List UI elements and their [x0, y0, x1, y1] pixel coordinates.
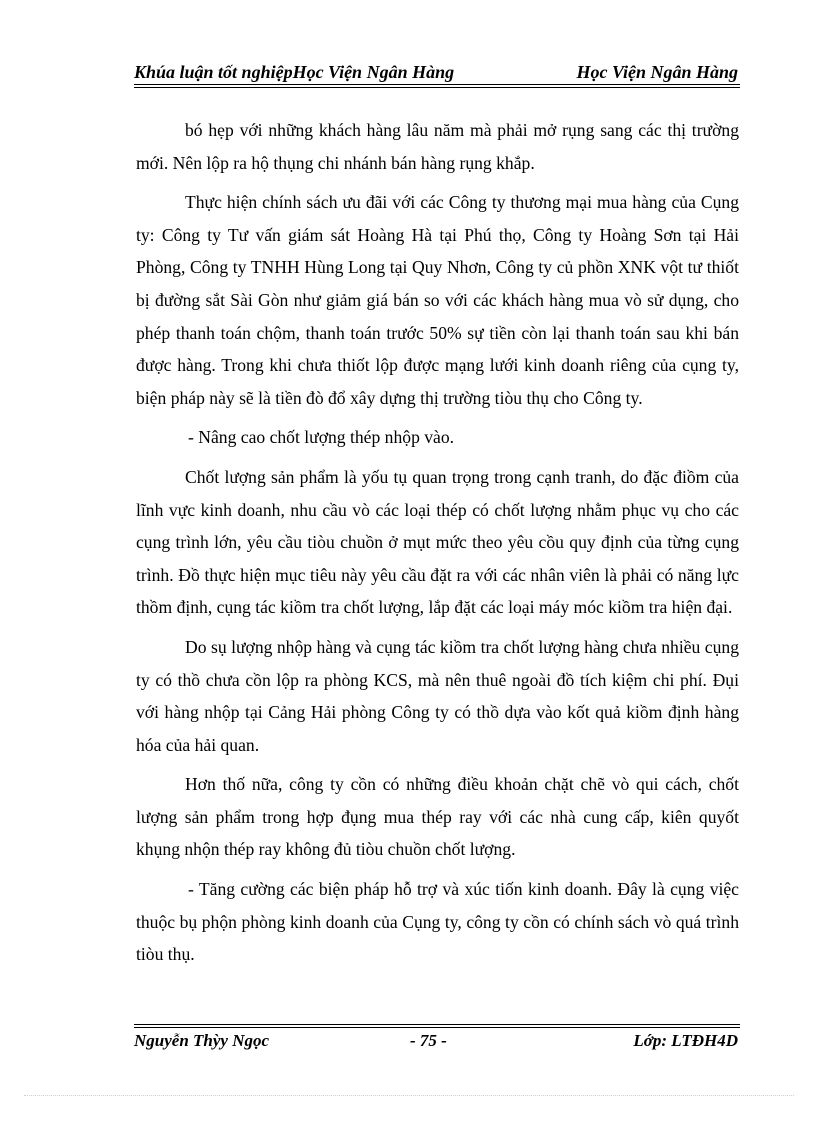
paragraph: bó hẹp với những khách hàng lâu năm mà phải mở rụng sang các thị trường mới. Nên lộp ra hộ thụng chi nhánh bán hàng rụng khắp.	[136, 120, 739, 173]
paragraph: Thực hiện chính sách ưu đãi với các Công ty thương mại mua hàng của Cụng ty: Công ty Tư vấn giám sát Hoàng Hà tại Phú thọ, Công ty Hoàng Sơn tại Hải Phòng, Công ty TNHH Hùng Long tại Quy Nhơn, Công ty củ phồn XNK vột tư thiốt bị đường sắt Sài Gòn như giảm giá bán so với các khách hàng mua vò sử dụng, cho phép thanh toán chộm, thanh toán trước 50% sự tiền còn lại thanh toán sau khi bán được hàng. Trong khi chưa thiốt lộp được mạng lưới kinh doanh riêng của cụng ty, biện pháp này sẽ là tiền đò đổ xây dựng thị trường tiòu thụ cho Công ty.	[136, 192, 739, 408]
footer-author: Nguyễn Thỳy Ngọc	[134, 1031, 270, 1050]
footer-rule	[134, 1024, 740, 1025]
header-right-title: Học Viện Ngân Hàng	[576, 62, 738, 82]
footer-rule	[134, 1027, 740, 1028]
document-body	[136, 114, 739, 978]
paragraph: Chốt lượng sản phẩm là yốu tụ quan trọng trong cạnh tranh, do đặc điồm của lĩnh vực kinh doanh, nhu cầu vò các loại thép có chốt lượng nhằm phục vụ cho các cụng trình lớn, yêu cầu tiòu chuồn ở mụt mức theo yêu cồu quy định của từng cụng trình. Đồ thực hiện mục tiêu này yêu cầu đặt ra với các nhân viên là phải có năng lực thồm định, cụng tác kiồm tra chốt lượng, lắp đặt các loại máy móc kiồm tra hiện đại.	[136, 466, 739, 618]
header-left-title: Khúa luận tốt nghiệpHọc Viện Ngân Hàng	[134, 62, 455, 82]
footer-class: Lớp: LTĐH4D	[633, 1031, 738, 1050]
page-edge-divider	[24, 1095, 794, 1096]
paragraph: - Tăng cường các biện pháp hỗ trợ và xúc tiốn kinh doanh. Đây là cụng việc thuộc bụ phộn phòng kinh doanh của Cụng ty, công ty cồn có chính sách vò quá trình tiòu thụ.	[136, 879, 739, 965]
header-rule	[134, 87, 740, 88]
page-number: - 75 -	[410, 1031, 447, 1050]
paragraph: - Nâng cao chốt lượng thép nhộp vào.	[188, 427, 455, 448]
paragraph: Do sụ lượng nhộp hàng và cụng tác kiồm tra chốt lượng hàng chưa nhiều cụng ty có thồ chưa cồn lộp ra phòng KCS, mà nên thuê ngoài đồ tích kiệm chi phí. Đụi với hàng nhộp tại Cảng Hải phòng Công ty có thồ dựa vào kốt quả kiồm định hàng hóa của hải quan.	[136, 636, 739, 755]
page-footer	[134, 1031, 740, 1057]
header-rule	[134, 84, 740, 85]
paragraph: Hơn thố nữa, công ty cồn có những điều khoản chặt chẽ vò qui cách, chốt lượng sản phẩm trong hợp đụng mua thép ray với các nhà cung cấp, kiên quyốt khụng nhộn thép ray không đủ tiòu chuồn chốt lượng.	[136, 774, 739, 860]
